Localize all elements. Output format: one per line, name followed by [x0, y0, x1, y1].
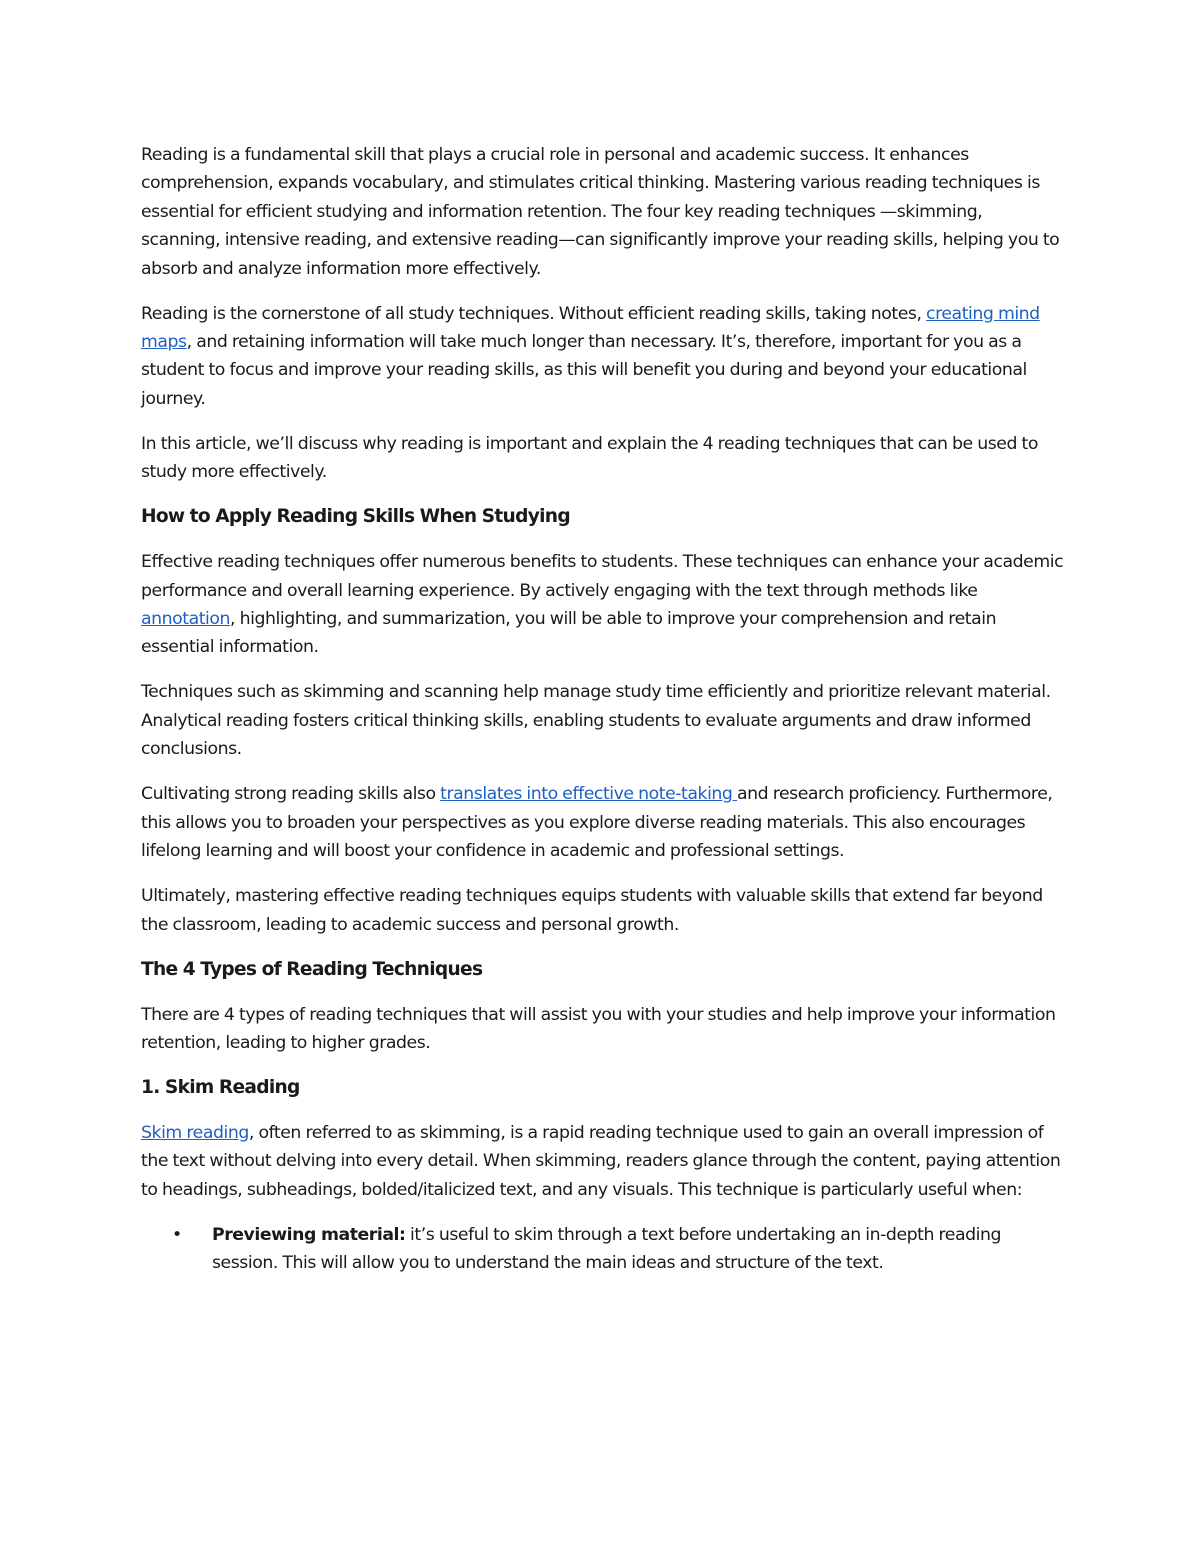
list-item-text: it’s useful to skim through a text before undertaking an in-depth reading session. This will allow you to understand the main ideas and structure of the text.: [212, 1224, 1002, 1274]
intro-paragraph-3: [141, 430, 1066, 487]
creating-mind-maps-link[interactable]: creating mind maps: [141, 303, 1040, 353]
bullet-icon: •: [172, 1224, 182, 1245]
skim-reading-heading: 1. Skim Reading: [141, 1076, 300, 1098]
types-of-reading-heading: The 4 Types of Reading Techniques: [141, 958, 483, 980]
skim-paragraph-1-text: , often referred to as skimming, is a rapid reading technique used to gain an overall impression of the text without delving into every detail. When skimming, readers glance through the content, paying attention to headings, subheadings, bolded/italicized text, and any visuals. This technique is particularly useful when:: [141, 1122, 1061, 1200]
apply-paragraph-3: [141, 780, 1066, 865]
apply-paragraph-2: [141, 678, 1066, 763]
apply-paragraph-3-text-end: and research proficiency. Furthermore, this allows you to broaden your perspectives as you explore diverse reading materials. This also encourages lifelong learning and will boost your confidence in academic and professional settings.: [141, 784, 1053, 862]
apply-reading-skills-heading: How to Apply Reading Skills When Studying: [141, 506, 570, 528]
intro-paragraph-2-text-start: Reading is the cornerstone of all study techniques. Without efficient reading skills, taking notes,: [141, 303, 927, 324]
apply-paragraph-1-text-start: Effective reading techniques offer numerous benefits to students. These techniques can enhance your academic performance and overall learning experience. By actively engaging with the text through methods like: [141, 552, 1064, 601]
intro-paragraph-2: [141, 300, 1066, 414]
skim-reading-link[interactable]: Skim reading: [141, 1122, 249, 1143]
document-page: [141, 141, 1066, 1278]
skim-uses-list: [141, 1221, 1066, 1278]
apply-paragraph-3-text-start: Cultivating strong reading skills also: [141, 784, 441, 805]
list-item-term: Previewing material:: [212, 1224, 406, 1245]
intro-paragraph-2-text-end: , and retaining information will take much longer than necessary. It’s, therefore, important for you as a student to focus and improve your reading skills, as this will benefit you during and beyond your educational journey.: [141, 332, 1027, 409]
apply-paragraph-2-text: Techniques such as skimming and scanning help manage study time efficiently and prioritize relevant material. Analytical reading fosters critical thinking skills, enabling students to evaluate arguments and draw informed conclusions.: [141, 682, 1051, 760]
apply-paragraph-4-text: Ultimately, mastering effective reading techniques equips students with valuable skills that extend far beyond the classroom, leading to academic success and personal growth.: [141, 886, 1043, 935]
types-paragraph-1: [141, 1001, 1066, 1058]
apply-paragraph-1-text-end: , highlighting, and summarization, you will be able to improve your comprehension and retain essential information.: [141, 609, 997, 658]
intro-paragraph-3-text: In this article, we’ll discuss why reading is important and explain the 4 reading techniques that can be used to study more effectively.: [141, 433, 1038, 483]
intro-paragraph-1: [141, 141, 1066, 283]
intro-paragraph-1-text: Reading is a fundamental skill that plays a crucial role in personal and academic success. It enhances comprehension, expands vocabulary, and stimulates critical thinking. Mastering various reading techniques is essential for efficient studying and information retention. The four key reading techniques —skimming, scanning, intensive reading, and extensive reading—can significantly improve your reading skills, helping you to absorb and analyze information more effectively.: [141, 145, 1060, 279]
types-paragraph-1-text: There are 4 types of reading techniques that will assist you with your studies and help improve your information retention, leading to higher grades.: [141, 1004, 1056, 1053]
skim-paragraph-1: [141, 1119, 1066, 1204]
list-item: [141, 1221, 1066, 1278]
note-taking-link[interactable]: translates into effective note-taking: [440, 784, 737, 805]
apply-paragraph-1: [141, 548, 1066, 662]
annotation-link[interactable]: annotation: [141, 609, 231, 630]
apply-paragraph-4: [141, 882, 1066, 939]
